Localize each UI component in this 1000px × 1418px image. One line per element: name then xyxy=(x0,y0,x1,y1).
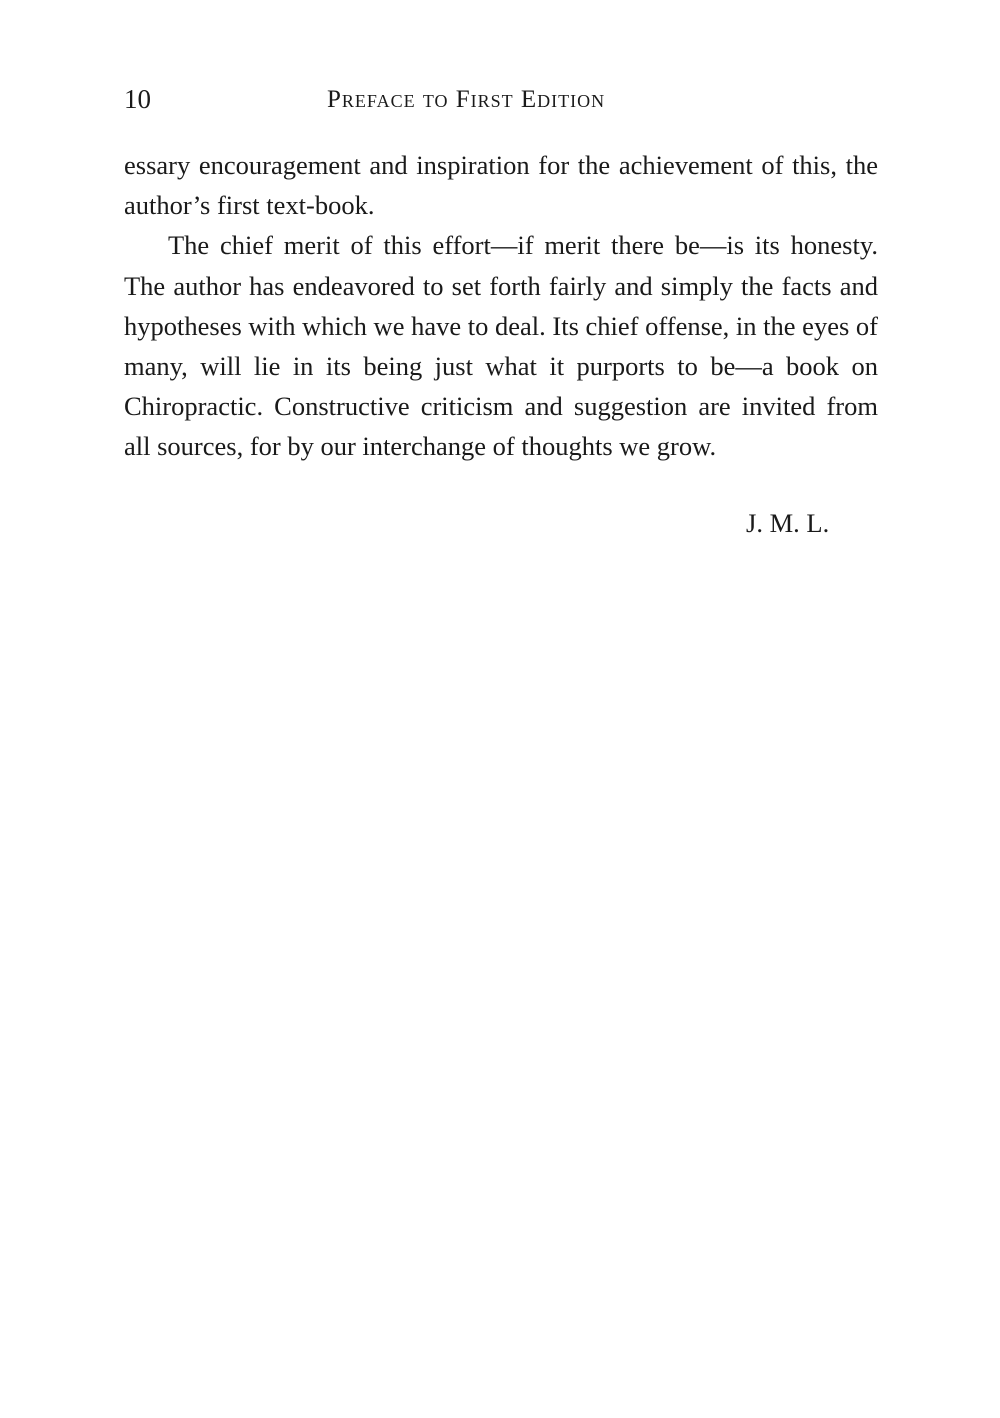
page-header xyxy=(124,84,876,124)
paragraph: essary encouragement and inspiration for the achievement of this, the author’s first text-book. xyxy=(124,150,878,221)
paragraph: The chief merit of this effort—if merit there be—is its honesty. The author has endeavored to set forth fairly and simply the facts and hypotheses with which we have to deal. Its chief offense, in the eyes of many, will lie in its being just what it purports to be—a book on Chiropractic. Constructive criticism and suggestion are invited from all sources, for by our interchange of thoughts we grow. xyxy=(124,230,878,462)
page-number: 10 xyxy=(124,84,151,114)
running-title: Preface to First Edition xyxy=(327,86,606,113)
body-text xyxy=(124,145,878,467)
signature: J. M. L. xyxy=(746,508,830,538)
